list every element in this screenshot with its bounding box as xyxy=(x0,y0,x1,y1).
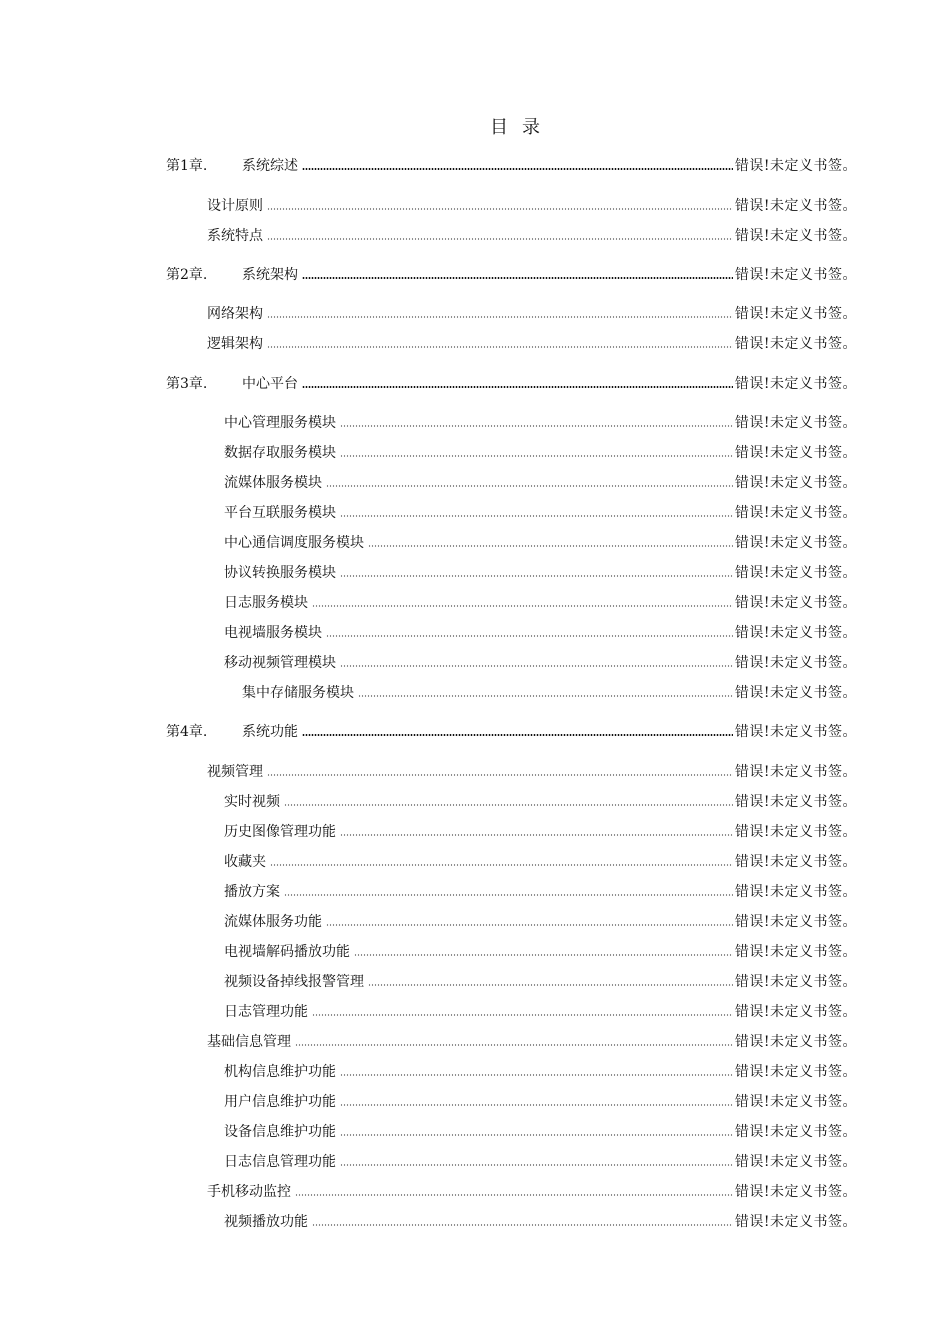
toc-page-reference: 错误!未定义书签。 xyxy=(734,884,857,900)
toc-entry[interactable] xyxy=(0,622,950,642)
toc-entry[interactable] xyxy=(0,412,950,432)
toc-entry-label: 用户信息维护功能 xyxy=(224,1094,336,1110)
toc-entry-label: 实时视频 xyxy=(224,794,280,810)
toc-entry[interactable] xyxy=(0,333,950,353)
toc-page-reference: 错误!未定义书签。 xyxy=(734,1094,857,1110)
toc-entry[interactable] xyxy=(0,532,950,552)
toc-entry-label: 中心通信调度服务模块 xyxy=(224,535,364,551)
dot-leader xyxy=(302,733,733,737)
toc-entry-label: 中心平台 xyxy=(242,376,298,392)
toc-entry[interactable] xyxy=(0,821,950,841)
dot-leader xyxy=(295,1193,733,1197)
dot-leader xyxy=(270,863,733,867)
toc-page-reference: 错误!未定义书签。 xyxy=(734,565,857,581)
toc-page-reference: 错误!未定义书签。 xyxy=(734,158,857,174)
toc-entry-label: 收藏夹 xyxy=(224,854,266,870)
toc-entry[interactable] xyxy=(0,911,950,931)
dot-leader xyxy=(267,315,733,319)
dot-leader xyxy=(340,424,733,428)
toc-page-reference: 错误!未定义书签。 xyxy=(734,724,857,740)
toc-page-reference: 错误!未定义书签。 xyxy=(734,1214,857,1230)
dot-leader xyxy=(340,454,733,458)
dot-leader xyxy=(368,983,733,987)
toc-entry-label: 网络架构 xyxy=(207,306,263,322)
toc-entry-label: 逻辑架构 xyxy=(207,336,263,352)
toc-page-reference: 错误!未定义书签。 xyxy=(734,974,857,990)
toc-entry[interactable] xyxy=(0,1211,950,1231)
toc-page-reference: 错误!未定义书签。 xyxy=(734,535,857,551)
toc-entry[interactable] xyxy=(0,941,950,961)
dot-leader xyxy=(312,1223,733,1227)
toc-entry[interactable] xyxy=(0,442,950,462)
toc-entry-label: 手机移动监控 xyxy=(207,1184,291,1200)
toc-entry-label: 基础信息管理 xyxy=(207,1034,291,1050)
dot-leader xyxy=(312,604,733,608)
dot-leader xyxy=(302,385,733,389)
dot-leader xyxy=(312,1013,733,1017)
dot-leader xyxy=(354,953,733,957)
toc-page-reference: 错误!未定义书签。 xyxy=(734,944,857,960)
toc-entry[interactable] xyxy=(0,881,950,901)
toc-entry[interactable] xyxy=(0,761,950,781)
toc-entry[interactable] xyxy=(0,1031,950,1051)
toc-entry[interactable] xyxy=(0,971,950,991)
toc-entry-label: 视频管理 xyxy=(207,764,263,780)
toc-entry[interactable] xyxy=(0,851,950,871)
toc-entry-label: 系统架构 xyxy=(242,267,298,283)
toc-entry-label: 系统综述 xyxy=(242,158,298,174)
toc-entry-label: 移动视频管理模块 xyxy=(224,655,336,671)
toc-entry-label: 数据存取服务模块 xyxy=(224,445,336,461)
toc-chapter-number: 第4章. xyxy=(166,724,208,740)
toc-page-reference: 错误!未定义书签。 xyxy=(734,625,857,641)
toc-page-reference: 错误!未定义书签。 xyxy=(734,415,857,431)
toc-chapter-entry[interactable] xyxy=(0,155,950,175)
toc-chapter-entry[interactable] xyxy=(0,264,950,284)
toc-page-reference: 错误!未定义书签。 xyxy=(734,376,857,392)
toc-entry[interactable] xyxy=(0,1091,950,1111)
toc-entry-label: 设备信息维护功能 xyxy=(224,1124,336,1140)
toc-page-reference: 错误!未定义书签。 xyxy=(734,655,857,671)
toc-entry[interactable] xyxy=(0,791,950,811)
toc-page-reference: 错误!未定义书签。 xyxy=(734,685,857,701)
toc-page-reference: 错误!未定义书签。 xyxy=(734,764,857,780)
dot-leader xyxy=(326,484,733,488)
toc-page-reference: 错误!未定义书签。 xyxy=(734,1034,857,1050)
toc-entry-label: 日志管理功能 xyxy=(224,1004,308,1020)
toc-entry-label: 系统功能 xyxy=(242,724,298,740)
toc-entry-label: 视频播放功能 xyxy=(224,1214,308,1230)
toc-chapter-number: 第1章. xyxy=(166,158,208,174)
toc-chapter-entry[interactable] xyxy=(0,721,950,741)
toc-entry-label: 流媒体服务功能 xyxy=(224,914,322,930)
dot-leader xyxy=(340,574,733,578)
toc-page-reference: 错误!未定义书签。 xyxy=(734,794,857,810)
dot-leader xyxy=(284,893,733,897)
toc-page-reference: 错误!未定义书签。 xyxy=(734,1154,857,1170)
toc-entry-label: 电视墙解码播放功能 xyxy=(224,944,350,960)
dot-leader xyxy=(267,345,733,349)
toc-page-reference: 错误!未定义书签。 xyxy=(734,228,857,244)
toc-page-reference: 错误!未定义书签。 xyxy=(734,1124,857,1140)
toc-entry[interactable] xyxy=(0,1151,950,1171)
dot-leader xyxy=(267,207,733,211)
toc-page-reference: 错误!未定义书签。 xyxy=(734,267,857,283)
toc-entry-label: 集中存储服务模块 xyxy=(242,685,354,701)
toc-page-reference: 错误!未定义书签。 xyxy=(734,336,857,352)
dot-leader xyxy=(340,514,733,518)
toc-page-reference: 错误!未定义书签。 xyxy=(734,1004,857,1020)
toc-entry-label: 协议转换服务模块 xyxy=(224,565,336,581)
toc-entry-label: 日志服务模块 xyxy=(224,595,308,611)
dot-leader xyxy=(340,833,733,837)
toc-entry-label: 机构信息维护功能 xyxy=(224,1064,336,1080)
toc-entry-label: 系统特点 xyxy=(207,228,263,244)
dot-leader xyxy=(340,1133,733,1137)
toc-entry-label: 视频设备掉线报警管理 xyxy=(224,974,364,990)
dot-leader xyxy=(267,237,733,241)
dot-leader xyxy=(358,694,733,698)
toc-chapter-entry[interactable] xyxy=(0,373,950,393)
dot-leader xyxy=(340,664,733,668)
toc-entry[interactable] xyxy=(0,195,950,215)
toc-page-reference: 错误!未定义书签。 xyxy=(734,1184,857,1200)
toc-entry[interactable] xyxy=(0,682,950,702)
toc-entry[interactable] xyxy=(0,1061,950,1081)
toc-entry[interactable] xyxy=(0,1181,950,1201)
dot-leader xyxy=(326,923,733,927)
toc-chapter-number: 第2章. xyxy=(166,267,208,283)
toc-page-reference: 错误!未定义书签。 xyxy=(734,914,857,930)
toc-entry-label: 流媒体服务模块 xyxy=(224,475,322,491)
toc-entry-label: 中心管理服务模块 xyxy=(224,415,336,431)
toc-page-reference: 错误!未定义书签。 xyxy=(734,854,857,870)
dot-leader xyxy=(340,1103,733,1107)
toc-entry[interactable] xyxy=(0,472,950,492)
dot-leader xyxy=(302,167,733,171)
toc-chapter-number: 第3章. xyxy=(166,376,208,392)
dot-leader xyxy=(295,1043,733,1047)
toc-entry[interactable] xyxy=(0,502,950,522)
toc-page-reference: 错误!未定义书签。 xyxy=(734,595,857,611)
toc-entry-label: 历史图像管理功能 xyxy=(224,824,336,840)
toc-entry[interactable] xyxy=(0,652,950,672)
toc-page-reference: 错误!未定义书签。 xyxy=(734,306,857,322)
toc-page-reference: 错误!未定义书签。 xyxy=(734,198,857,214)
toc-entry[interactable] xyxy=(0,592,950,612)
dot-leader xyxy=(368,544,733,548)
toc-entry[interactable] xyxy=(0,562,950,582)
toc-entry-label: 日志信息管理功能 xyxy=(224,1154,336,1170)
dot-leader xyxy=(326,634,733,638)
toc-entry[interactable] xyxy=(0,1001,950,1021)
toc-page-reference: 错误!未定义书签。 xyxy=(734,824,857,840)
dot-leader xyxy=(284,803,733,807)
toc-page-reference: 错误!未定义书签。 xyxy=(734,445,857,461)
toc-entry[interactable] xyxy=(0,225,950,245)
toc-entry-label: 平台互联服务模块 xyxy=(224,505,336,521)
toc-page-reference: 错误!未定义书签。 xyxy=(734,475,857,491)
toc-entry-label: 设计原则 xyxy=(207,198,263,214)
dot-leader xyxy=(340,1073,733,1077)
dot-leader xyxy=(340,1163,733,1167)
toc-entry[interactable] xyxy=(0,303,950,323)
toc-title: 目录 xyxy=(490,117,554,138)
toc-page-reference: 错误!未定义书签。 xyxy=(734,1064,857,1080)
toc-page-reference: 错误!未定义书签。 xyxy=(734,505,857,521)
dot-leader xyxy=(302,276,733,280)
dot-leader xyxy=(267,773,733,777)
toc-entry-label: 电视墙服务模块 xyxy=(224,625,322,641)
toc-entry-label: 播放方案 xyxy=(224,884,280,900)
toc-entry[interactable] xyxy=(0,1121,950,1141)
